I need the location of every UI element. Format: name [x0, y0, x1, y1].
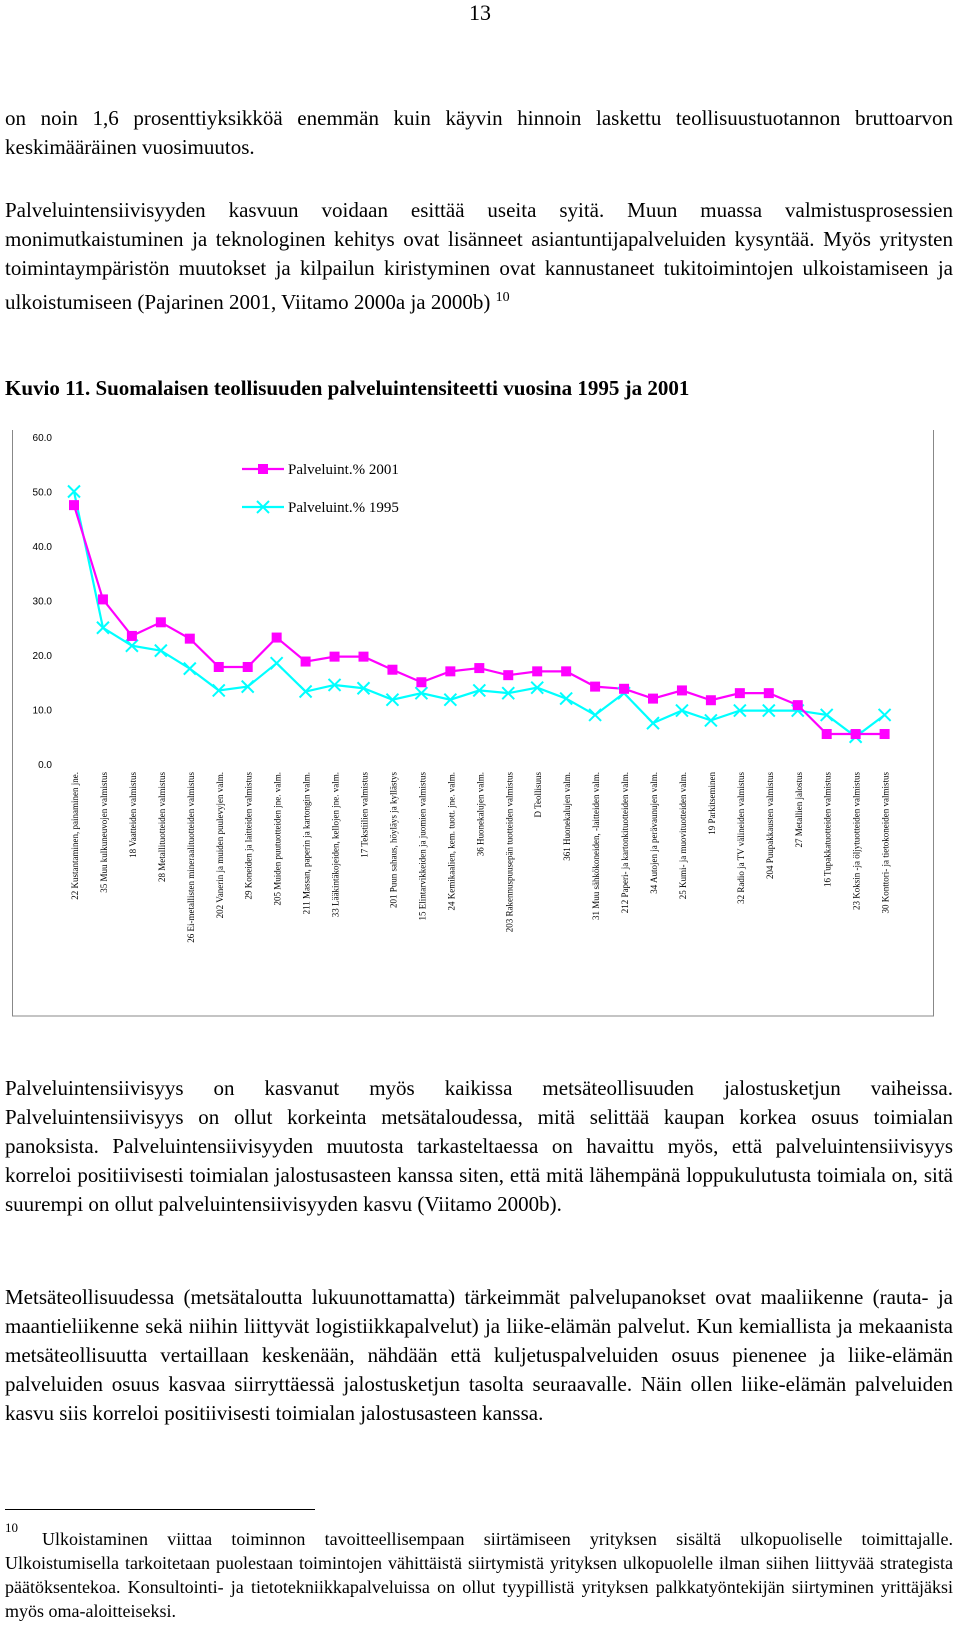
data-point-2001 — [764, 688, 774, 698]
x-category-label: 202 Vanerin ja muiden puulevyjen valm. — [214, 772, 225, 919]
y-tick-label: 10.0 — [32, 705, 52, 717]
x-category-label: 212 Paperi- ja kartonkituotteiden valm. — [620, 772, 631, 914]
y-tick-label: 0.0 — [38, 760, 52, 771]
paragraph-1: on noin 1,6 prosenttiyksikköä enemmän kuin käyvin hinnoin laskettu teollisuustuotannon bruttoarvon keskimääräinen vuosimuutos. — [5, 106, 953, 159]
paragraph-2-text: Palveluintensiivisyyden kasvuun voidaan esittää useita syitä. Muun muassa valmistusprosessien monimutkaistuminen ja teknologinen kehitys ovat lisänneet asiantuntijapalveluiden kysyntää. Myös yritysten toimintaympäristön muutokset ja kilpailun kiristyminen ovat kannustaneet tukitoimintojen ulkoistamiseen ja ulkoistumiseen (Pajarinen 2001, Viitamo 2000a ja 2000b) — [5, 198, 953, 314]
x-category-label: 15 Elintarvikkeiden ja juomien valmistus — [417, 772, 428, 921]
data-point-2001 — [156, 617, 166, 627]
data-point-2001 — [214, 662, 224, 672]
x-category-label: 23 Koksin -ja öljytuotteiden valmistus — [851, 772, 862, 910]
y-tick-label: 40.0 — [32, 542, 52, 553]
legend-label: Palveluint.% 2001 — [288, 462, 399, 478]
data-point-2001 — [619, 684, 629, 694]
paragraph-4: Metsäteollisuudessa (metsätaloutta lukuunottamatta) tärkeimmät palvelupanokset ovat maaliikenne (rauta- ja maantieliikenne sekä niihin liittyvät logistiikkapalvelut) ja liike-elämän palvelut. Kun kemiallista ja mekaanista metsäteollisuutta vertaillaan keskenään, nähdään että kuljetuspalveluiden osuus pienenee ja liike-elämän palveluiden osuus kasvaa siirryttäessä jalostusketjun tasolta seuraavalle. Näin ollen liike-elämän palveluiden kasvu siis korreloi positiivisesti toimialan jalostusasteen kanssa. — [5, 1285, 953, 1425]
data-point-2001 — [98, 594, 108, 604]
data-point-2001 — [648, 694, 658, 704]
x-category-label: 17 Tekstiilien valmistus — [359, 772, 370, 858]
data-point-2001 — [851, 729, 861, 739]
y-tick-label: 30.0 — [32, 596, 52, 608]
x-category-label: 361 Huonekalujen valm. — [562, 772, 573, 861]
x-category-label: 16 Tupakkatuotteiden valmistus — [822, 772, 833, 888]
x-category-label: 204 Puupakkausten valmistus — [764, 772, 775, 879]
legend-label: Palveluint.% 1995 — [288, 500, 399, 516]
data-point-2001 — [880, 729, 890, 739]
paragraph-3: Palveluintensiivisyys on kasvanut myös kaikissa metsäteollisuuden jalostusketjun vaiheissa. Palveluintensiivisyys on ollut korkeinta metsätaloudessa, mitä selittää kaupan korkea osuus toimialan panoksista. Palveluintensiivisyyden muutosta tarkasteltaessa on havaittu myös, että palveluintensiivisyys korreloi positiivisesti toimialan jalostusasteen kanssa siten, että mitä lähempänä loppukulutusta toimiala on, sitä suurempi on ollut palveluintensiivisyyden kasvu (Viitamo 2000b). — [5, 1076, 953, 1216]
x-category-label: 35 Muu kulkuneuvojen valmistus — [98, 772, 109, 893]
data-point-2001 — [677, 685, 687, 695]
data-point-2001 — [503, 670, 513, 680]
x-category-label: 26 Ei-metallisten mineraalituotteiden valmistus — [185, 772, 196, 943]
data-point-2001 — [243, 662, 253, 672]
service-intensity-chart — [12, 430, 952, 1017]
legend-marker-square — [258, 464, 268, 474]
data-point-2001 — [69, 500, 79, 510]
x-category-label: D Teollisuus — [533, 772, 544, 818]
footnote-text — [5, 1527, 953, 1623]
data-point-2001 — [272, 633, 282, 643]
page-number: 13 — [469, 0, 491, 25]
x-category-label: 211 Massan, paperin ja kartongin valm. — [301, 772, 312, 915]
data-point-2001 — [735, 688, 745, 698]
data-point-2001 — [359, 652, 369, 662]
x-category-label: 24 Kemikaalien, kem. tuott. jne. valm. — [446, 772, 457, 911]
footnote-mark: 10 — [5, 1520, 18, 1535]
chart-frame — [13, 430, 934, 1016]
x-category-label: 27 Metallien jalostus — [793, 772, 804, 848]
x-category-label: 33 Lääkintäkojeiden, kellojen jne. valm. — [330, 772, 341, 918]
data-point-2001 — [127, 631, 137, 641]
y-tick-label: 60.0 — [32, 433, 52, 444]
x-category-label: 31 Muu sähkökoneiden, -laitteiden valm. — [591, 772, 602, 920]
data-point-2001 — [822, 729, 832, 739]
paragraph-2 — [5, 196, 953, 317]
x-category-label: 29 Koneiden ja laitteiden valmistus — [243, 772, 254, 900]
x-category-label: 19 Parkitseminen — [706, 772, 717, 835]
data-point-2001 — [185, 634, 195, 644]
x-category-label: 28 Metallituotteiden valmistus — [156, 772, 167, 882]
figure-caption: Kuvio 11. Suomalaisen teollisuuden palveluintensiteetti vuosina 1995 ja 2001 — [5, 376, 690, 400]
x-category-label: 201 Puun sahaus, höyläys ja kyllästys — [388, 772, 399, 908]
data-point-2001 — [474, 663, 484, 673]
data-point-2001 — [387, 665, 397, 675]
data-point-2001 — [561, 666, 571, 676]
data-point-2001 — [706, 695, 716, 705]
x-category-label: 36 Huonekalujen valm. — [475, 772, 486, 857]
x-category-label: 30 Konttori- ja tietokoneiden valmistus — [880, 772, 891, 914]
data-point-2001 — [330, 652, 340, 662]
x-category-label: 205 Muiden puutuotteiden jne. valm. — [272, 772, 283, 906]
footnote-body: Ulkoistaminen viittaa toiminnon tavoitteellisempaan siirtämiseen yrityksen sisältä ulkopuoliselle toimittajalle. Ulkoistumisella tarkoitetaan puolestaan toimintojen vähittäistä siirtymistä yrityksen ulkopuolelle ilman siihen liittyvää strategista päätöksentekoa. Konsultointi- ja tietotekniikkapalveluissa on ollut tyypillistä yrityksen palkkatyöntekijän siirtyminen yrittäjäksi myös oma-aloitteiseksi. — [5, 1529, 953, 1621]
x-category-label: 203 Rakennuspuusepän tuotteiden valmistus — [504, 772, 515, 933]
data-point-2001 — [301, 657, 311, 667]
y-tick-label: 50.0 — [32, 487, 52, 499]
data-point-2001 — [793, 700, 803, 710]
x-category-label: 22 Kustantaminen, painaminen jne. — [70, 772, 80, 900]
data-point-2001 — [590, 682, 600, 692]
y-tick-label: 20.0 — [32, 651, 52, 662]
footnote-divider — [5, 1509, 315, 1510]
data-point-2001 — [416, 677, 426, 687]
footnote-reference: 10 — [495, 290, 510, 305]
data-point-2001 — [532, 666, 542, 676]
x-category-label: 18 Vaatteiden valmistus — [127, 772, 138, 858]
x-category-label: 32 Radio ja TV välineiden valmistus — [735, 772, 746, 904]
x-category-label: 34 Autojen ja perävaunujen valm. — [649, 772, 659, 894]
data-point-2001 — [445, 666, 455, 676]
x-category-label: 25 Kumi- ja muovituotteiden valm. — [677, 772, 688, 900]
